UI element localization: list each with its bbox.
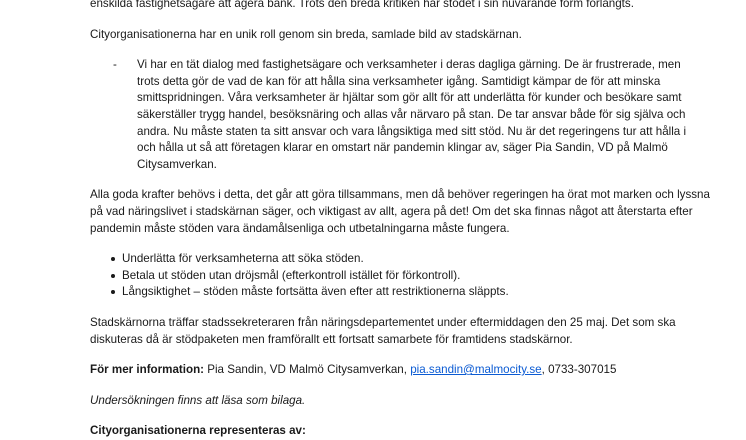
survey-note xyxy=(90,393,710,410)
quote-dash: - xyxy=(113,58,117,72)
represented-heading xyxy=(90,423,710,440)
list-item-text: Betala ut stöden utan dröjsmål (efterkontroll istället för förkontroll). xyxy=(122,268,461,282)
good-forces-paragraph: Alla goda krafter behövs i detta, det går att göra tillsammans, men då behöver regeringen ha örat mot marken och lyssna på vad näringslivet i stadskärnan säger, och viktigast av allt, agera på det! Om det ska finnas något att återstarta efter pandemin måste stöden vara ändamålsenliga och utbetalningarna måste fungera. xyxy=(90,188,710,235)
quote-text: Vi har en tät dialog med fastighetsägare och verksamheter i deras dagliga gärning. De är frustrerade, men trots detta gör de vad de kan för att hålla sina verksamheter igång. Samtidigt kämpar de för att minska smittspridningen. Våra verksamheter är hjältar som gör allt för att underlätta för kunder och besökare samt säkerställer trygg handel, besöksnäring och allas vår närvaro på stan. De tar ansvar både för sig själva och andra. Nu måste staten ta sitt ansvar och vara långsiktiga med sitt stöd. Nu är det regeringens tur att hålla i och hålla ut så att företagen klarar en omstart när pandemin klingar av, säger Pia Sandin, VD på Malmö Citysamverkan. xyxy=(137,58,687,171)
document-body xyxy=(90,0,710,440)
list-item xyxy=(90,268,710,285)
list-item-text: Underlätta för verksamheterna att söka stöden. xyxy=(122,252,364,266)
intro-tail-paragraph: enskilda fastighetsägare att agera bank. Trots den breda kritiken har stödet i sin nuvarande form förlängts. xyxy=(90,0,634,10)
contact-text-before: Pia Sandin, VD Malmö Citysamverkan, xyxy=(204,363,411,377)
bullet-icon xyxy=(111,290,115,294)
bullet-icon xyxy=(111,274,115,278)
bullet-icon xyxy=(111,257,115,261)
contact-line xyxy=(90,362,710,379)
contact-text-after: , 0733-307015 xyxy=(541,363,617,377)
contact-email-link[interactable]: pia.sandin@malmocity.se xyxy=(410,363,542,377)
list-item xyxy=(90,251,710,268)
represented-heading-text: Cityorganisationerna representeras av: xyxy=(90,424,306,438)
list-item-text: Långsiktighet – stöden måste fortsätta även efter att restriktionerna släppts. xyxy=(122,285,509,299)
list-item xyxy=(90,284,710,301)
meeting-paragraph: Stadskärnorna träffar stadssekreteraren från näringsdepartementet under eftermiddagen den 25 maj. Det som ska diskuteras då är stödpaketen men framförallt ett fortsatt samarbete för framtidens stadskärnor. xyxy=(90,315,676,346)
quote-block xyxy=(90,57,690,173)
contact-label: För mer information: xyxy=(90,363,205,377)
survey-note-text: Undersökningen finns att läsa som bilaga. xyxy=(90,393,306,407)
demands-list xyxy=(90,251,710,301)
unique-role-paragraph: Cityorganisationerna har en unik roll genom sin breda, samlade bild av stadskärnan. xyxy=(90,27,522,41)
